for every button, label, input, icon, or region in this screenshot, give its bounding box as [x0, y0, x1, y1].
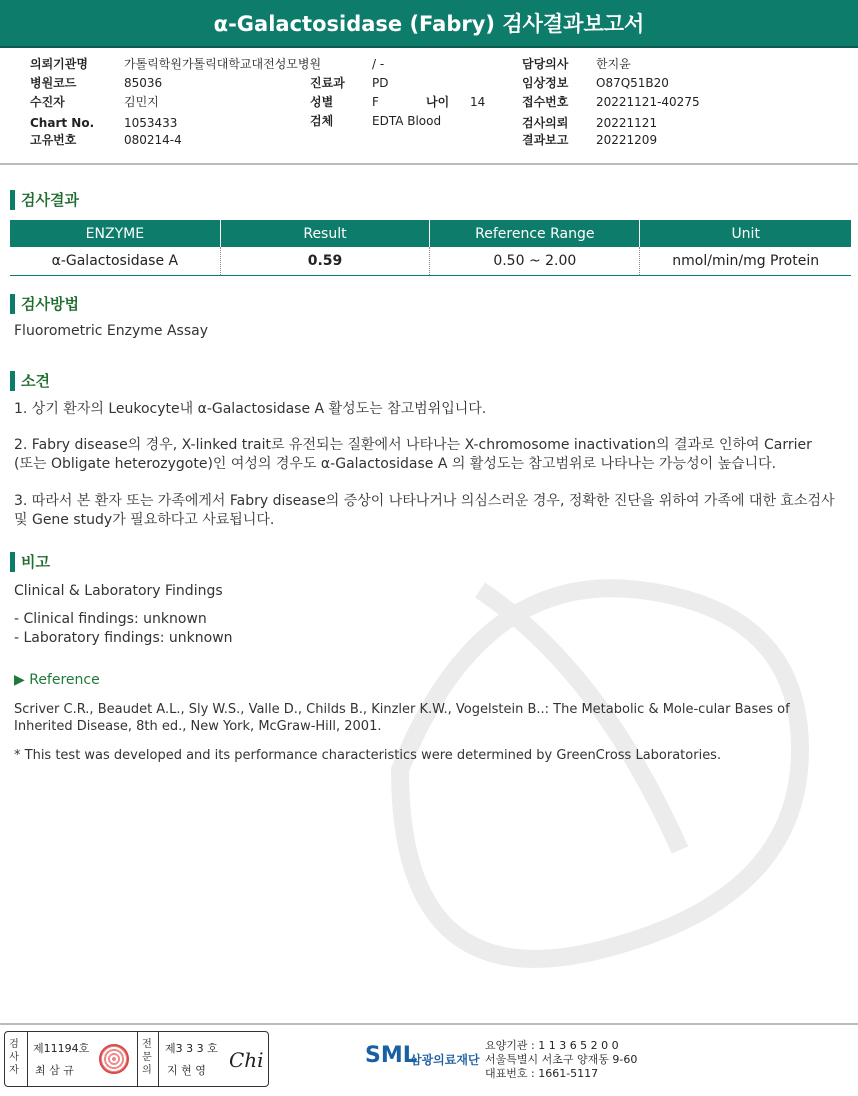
notes-heading: Clinical & Laboratory Findings [14, 583, 223, 599]
col-result: Result [220, 220, 430, 247]
patient-label: 수진자 [30, 95, 65, 109]
org-street: 서울특별시 서초구 양재동 9-60 [485, 1053, 638, 1066]
specimen-label: 검체 [310, 114, 334, 128]
header-divider [0, 163, 858, 165]
cell-unit: nmol/min/mg Protein [640, 247, 851, 276]
seal-stamp [99, 1044, 129, 1074]
sex-label: 성별 [310, 95, 334, 109]
chart-no: 1053433 [124, 116, 178, 130]
report-label: 결과보고 [522, 133, 569, 147]
dept: PD [372, 76, 389, 90]
receipt-no: 20221121-40275 [596, 95, 700, 109]
finding-2a: 2. Fabry disease의 경우, X-linked trait로 유전되는 질환에서 나타나는 X-chromosome inactivation의 결과로 인하여 Carrier [14, 437, 812, 453]
cell-enzyme: α-Galactosidase A [10, 247, 220, 276]
ward: / - [372, 57, 385, 71]
table-row [10, 247, 851, 276]
reference-line-1: Scriver C.R., Beaudet A.L., Sly W.S., Valle D., Childs B., Kinzler K.W., Vogelstein B..: The Metabolic & Mole-cular Bases of [14, 702, 790, 717]
col-enzyme: ENZYME [10, 220, 220, 247]
request-label: 검사의뢰 [522, 116, 569, 130]
report-date: 20221209 [596, 133, 658, 147]
org-address [485, 1039, 637, 1081]
id-label: 고유번호 [30, 133, 77, 147]
receipt-label: 접수번호 [522, 95, 569, 109]
col-reference: Reference Range [430, 220, 640, 247]
result-table [10, 220, 851, 276]
section-result: 검사결과 [10, 190, 79, 210]
cell-result: 0.59 [220, 247, 430, 276]
expert-name: 지 현 영 [167, 1064, 206, 1077]
dept-label: 진료과 [310, 76, 345, 90]
signature-box [4, 1031, 269, 1087]
org-phone: 대표번호 : 1661-5117 [485, 1067, 599, 1080]
report-title: α-Galactosidase (Fabry) 검사결과보고서 [0, 0, 858, 48]
sex: F [372, 95, 379, 109]
org-name: 삼광의료재단 [410, 1053, 480, 1067]
chart-label: Chart No. [30, 116, 95, 130]
col-unit: Unit [640, 220, 851, 247]
disclaimer: * This test was developed and its performance characteristics were determined by GreenCross Laboratories. [14, 748, 722, 763]
tester-name: 최 삼 규 [35, 1064, 74, 1077]
doctor-label: 담당의사 [522, 57, 569, 71]
finding-1: 1. 상기 환자의 Leukocyte내 α-Galactosidase A 활성도는 참고범위입니다. [14, 401, 487, 417]
patient: 김민지 [124, 95, 159, 109]
doctor: 한지윤 [596, 57, 631, 71]
request-date: 20221121 [596, 116, 658, 130]
section-finding: 소견 [10, 371, 50, 391]
cell-reference: 0.50 ~ 2.00 [430, 247, 640, 276]
age-label: 나이 [426, 95, 450, 109]
hospital-code-label: 병원코드 [30, 76, 77, 90]
finding-2b: (또는 Obligate heterozygote)인 여성의 경우도 α-Galactosidase A 의 활성도는 참고범위로 나타나는 가능성이 높습니다. [14, 456, 777, 472]
institution-label: 의뢰기관명 [30, 57, 88, 71]
method-text: Fluorometric Enzyme Assay [14, 323, 209, 339]
age: 14 [470, 95, 486, 109]
section-method: 검사방법 [10, 294, 79, 314]
finding-3b: 및 Gene study가 필요하다고 사료됩니다. [14, 512, 275, 528]
unique-id: 080214-4 [124, 133, 182, 147]
notes-clinical: - Clinical findings: unknown [14, 611, 207, 627]
notes-lab: - Laboratory findings: unknown [14, 630, 233, 646]
hospital-code: 85036 [124, 76, 163, 90]
institution: 가톨릭학원가톨릭대학교대전성모병원 [124, 57, 322, 71]
reference-label: ▶ Reference [14, 672, 100, 688]
specimen: EDTA Blood [372, 114, 442, 128]
finding-3a: 3. 따라서 본 환자 또는 가족에게서 Fabry disease의 증상이 나타나거나 의심스러운 경우, 정확한 진단을 위하여 가족에 대한 효소검사 [14, 493, 835, 509]
section-note: 비고 [10, 552, 50, 572]
clinical-label: 임상정보 [522, 76, 569, 90]
tester-vertical-label: 검사자 [9, 1039, 19, 1076]
org-code: 요양기관 : 1 1 3 6 5 2 0 0 [485, 1039, 619, 1052]
signature: Chi [229, 1048, 264, 1072]
tester-license: 제11194호 [33, 1042, 90, 1055]
reference-line-2: Inherited Disease, 8th ed., New York, McGraw-Hill, 2001. [14, 719, 382, 734]
expert-vertical-label: 전문의 [142, 1039, 152, 1076]
sml-logo: SML [365, 1043, 417, 1068]
footer [0, 1023, 858, 1096]
clinical-info: O87Q51B20 [596, 76, 669, 90]
expert-license: 제3 3 3 호 [165, 1042, 218, 1055]
